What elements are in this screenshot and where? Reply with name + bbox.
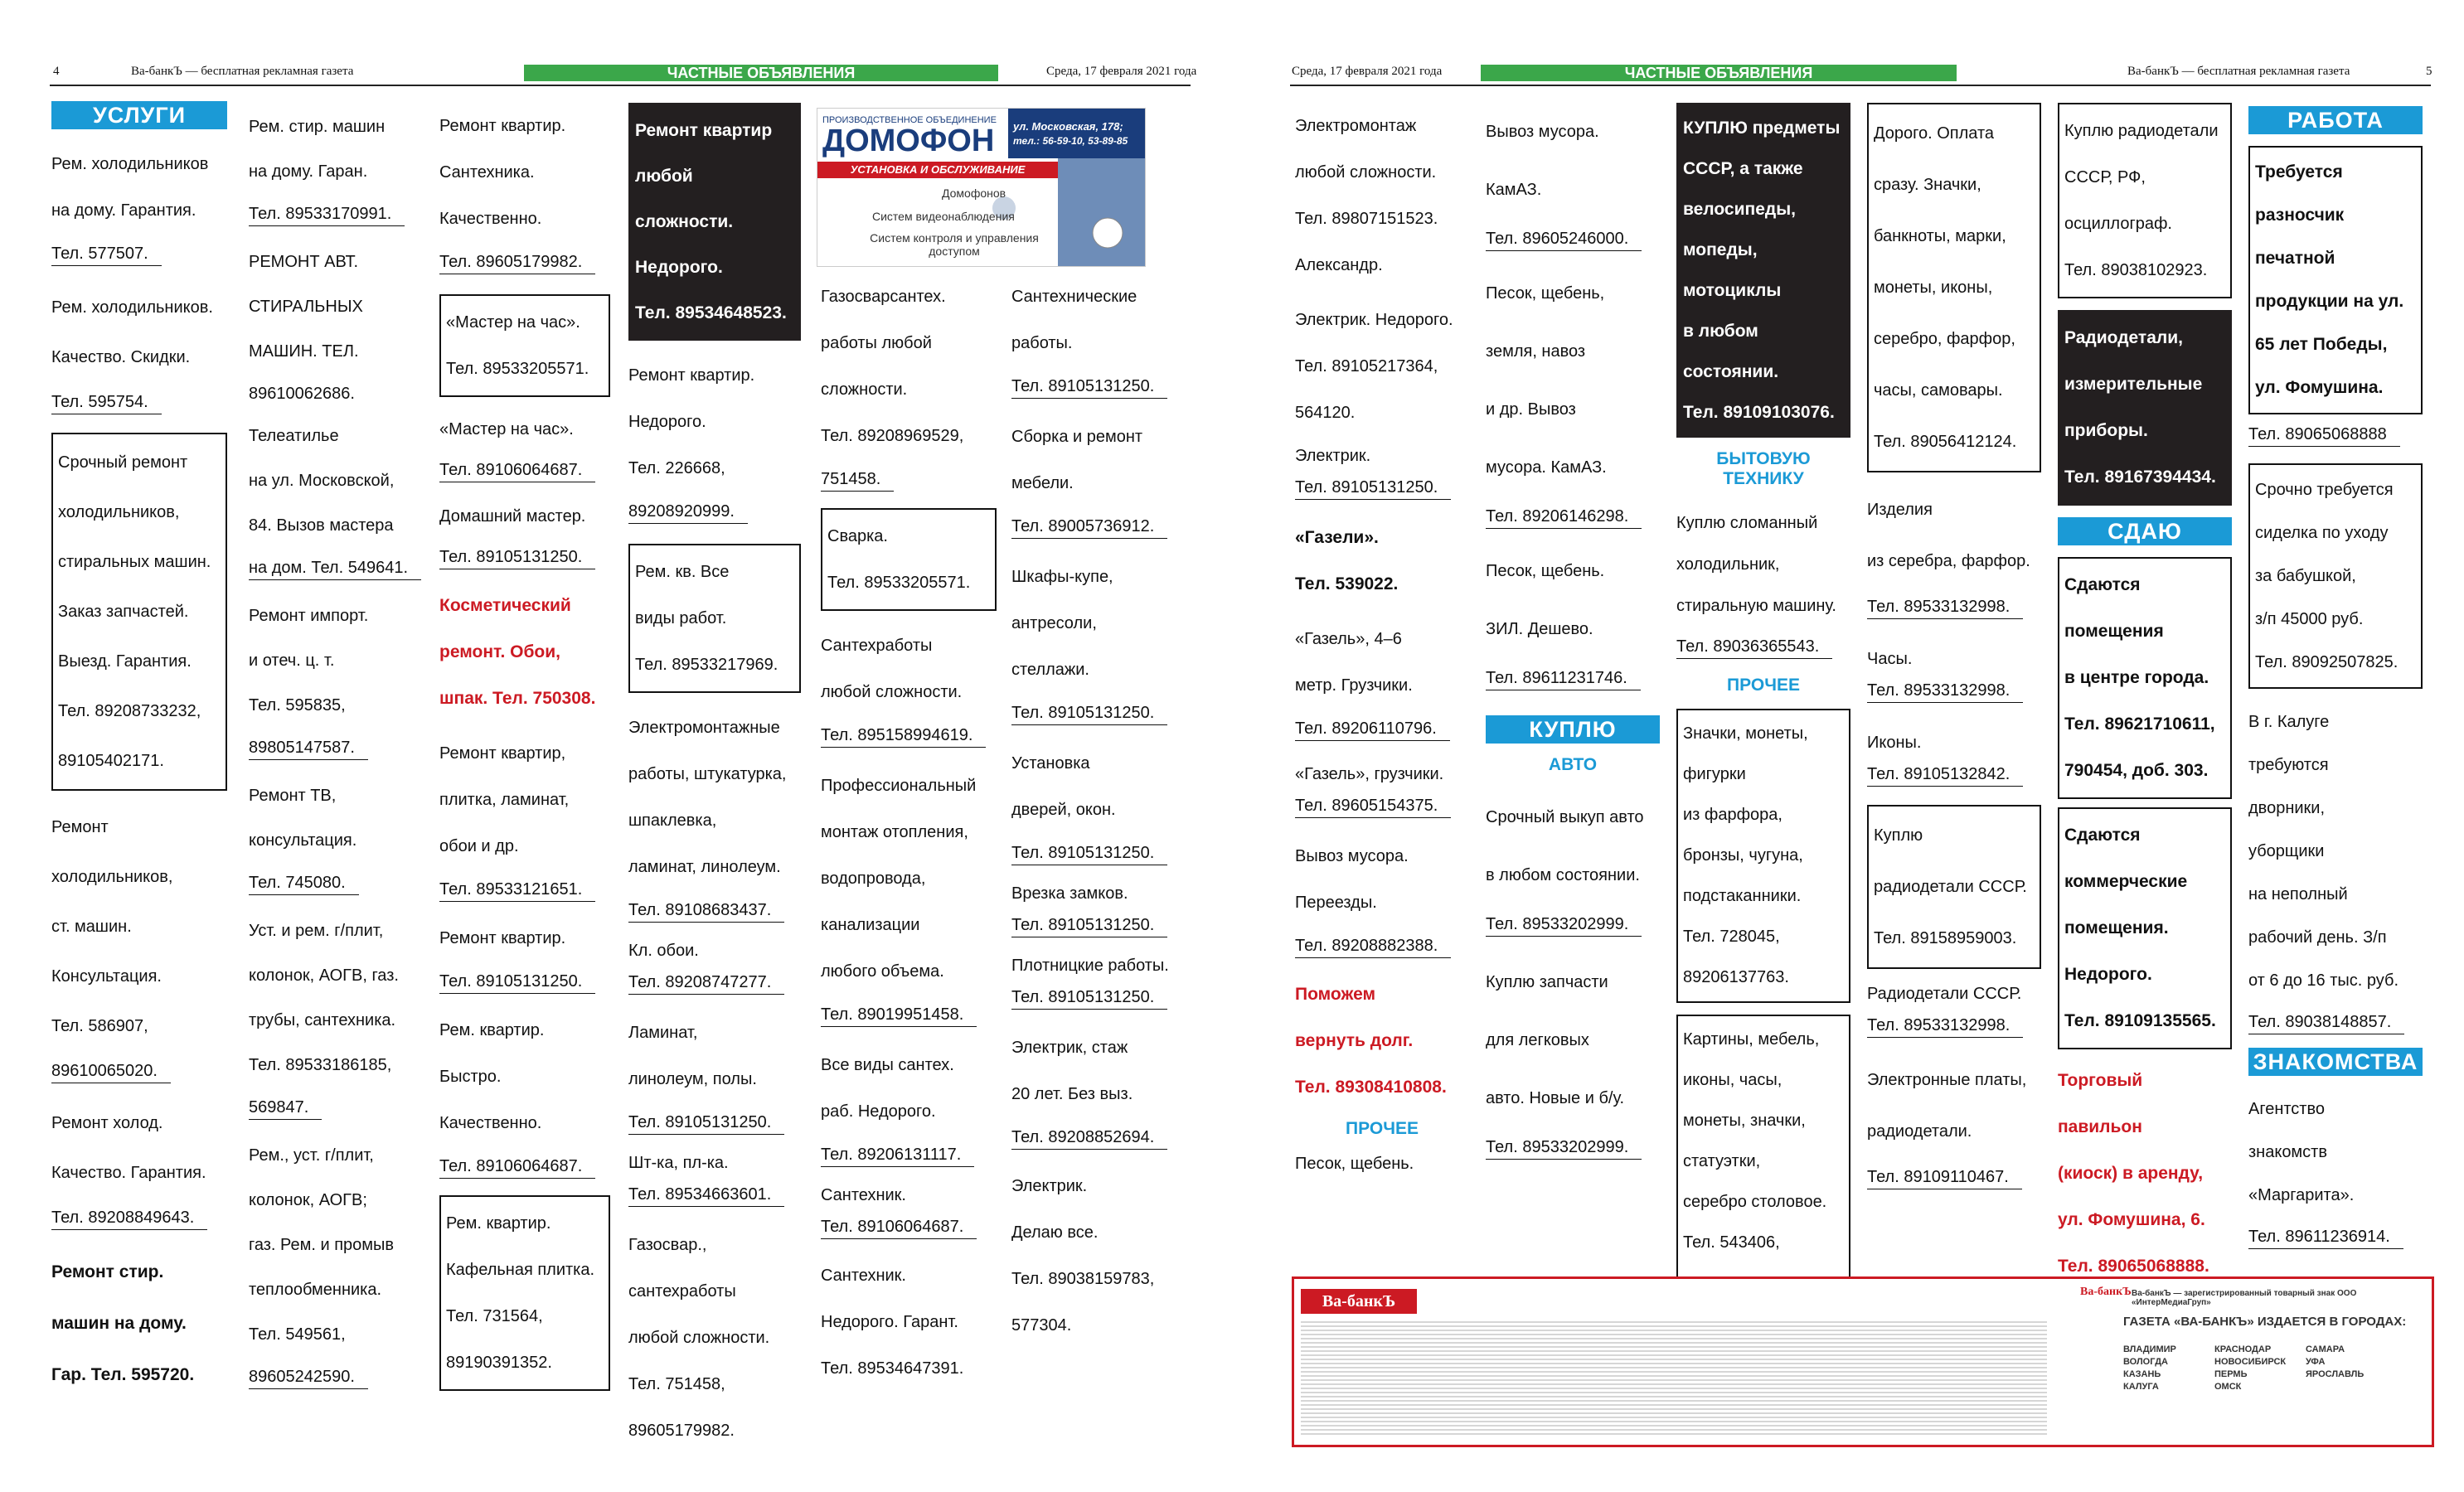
ad-phone: Тел. 89108683437. [628,899,784,923]
ad-text: Электрик, стаж 20 лет. Без выз. [1011,1039,1133,1103]
domofon-service-1: Домофонов [942,186,1006,200]
dark-ad: КУПЛЮ предметы СССР, а также велосипеды, мопеды, мотоциклы в любом состоянии. Тел. 89109103076. [1676,103,1850,438]
city: НОВОСИБИРСК [2214,1357,2287,1367]
ad-text: Врезка замков. [1011,884,1128,903]
boxed-ad: Куплю радиодетали СССР, РФ, осциллограф. Тел. 89038102923. [2058,103,2232,298]
ad-text: В г. Калуге требуются дворники, уборщики на неполный рабочий день. З/п от 6 до 16 тыс. руб. [2248,713,2399,990]
ad-text: Ремонт квартир. Недорого. Тел. 226668, [628,366,755,477]
ad-phone: Тел. 595754. [51,390,162,414]
ad-phone: Тел. 89106064687. [821,1215,977,1239]
ad-phone: Тел. 577507. [51,242,162,266]
section-band: ЧАСТНЫЕ ОБЪЯВЛЕНИЯ [1481,65,1957,81]
ad-phone: Тел. 89106064687. [439,458,595,482]
boxed-ad: Рем. квартир. Кафельная плитка. Тел. 731564, 89190391352. [439,1195,610,1391]
imprint-fineprint [1301,1319,2047,1435]
subsection-bytovaya: БЫТОВУЮ ТЕХНИКУ [1716,449,1811,488]
column-11 [2058,103,2232,1298]
issue-date: Среда, 17 февраля 2021 года [1292,65,1443,78]
ad-phone: Тел. 745080. [249,871,359,895]
ad-text: Сантехник. [821,1186,906,1204]
ad-text: Сборка и ремонт мебели. [1011,428,1143,492]
boxed-ad: Сварка. Тел. 89533205571. [821,508,997,611]
subsection-avto: АВТО [1548,755,1598,774]
header-rule [1290,85,2431,86]
ad-phone: Тел. 89208849643. [51,1206,207,1230]
ad-text: Сантехник. Недорого. Гарант. Тел. 89534647391. [821,1267,964,1378]
boxed-ad: Картины, мебель, иконы, часы, монеты, значки, статуэтки, серебро столовое. Тел. 543406, [1676,1015,1850,1309]
section-uslugi: УСЛУГИ [51,101,227,129]
ad-text: Электрик. Недорого. Тел. 89105217364, 564120. [1295,311,1453,422]
ad-text: Рем. стир. машин на дому. Гаран. [249,118,386,181]
ad-phone: Тел. 89206146298. [1486,505,1642,529]
ad-phone: Тел. 89005736912. [1011,515,1167,539]
ad-text: Все виды сантех. раб. Недорого. [821,1056,954,1121]
column-8 [1486,103,1660,1168]
page-number: 5 [2426,65,2432,78]
ad-phone: 89805147587. [249,736,368,760]
ad-text: Рем., уст. г/плит, колонок, АОГВ; газ. Рем. и промыв теплообменника. Тел. 549561, [249,1146,395,1344]
ad-text: РЕМОНТ АВТ. СТИРАЛЬНЫХ МАШИН. ТЕЛ. [249,253,363,361]
column-1 [51,98,227,1409]
ad-text: Ремонт холод. Качество. Гарантия. [51,1114,206,1182]
ad-text: Газосварсантех. работы любой сложности. Тел. 89208969529, [821,288,964,445]
ad-text: Плотницкие работы. [1011,957,1169,975]
section-band: ЧАСТНЫЕ ОБЪЯВЛЕНИЯ [524,65,998,81]
ad-text: Сантехнические работы. [1011,288,1137,352]
section-rabota: РАБОТА [2248,106,2423,134]
column-3 [439,103,614,1402]
ad-text: «Газель», грузчики. [1295,765,1444,783]
ad-phone: Тел. 89534663601. [628,1183,784,1207]
ad-text: Электромонтажные работы, штукатурка, шпаклевка, ламинат, линолеум. [628,719,787,876]
ad-phone: Тел. 89105131250. [439,970,595,994]
ad-text: Кл. обои. [628,942,699,960]
domofon-phone: тел.: 56-59-10, 53-89-85 [1013,135,1128,147]
ad-phone: Тел. 89533132998. [1867,679,2023,703]
city: ВЛАДИМИР [2123,1344,2176,1354]
ad-text: «Газель», 4–6 метр. Грузчики. [1295,630,1413,695]
ad-text: Ламинат, линолеум, полы. [628,1024,757,1088]
bold-ad: Ремонт стир. машин на дому. Гар. Тел. 595720. [51,1262,195,1384]
ad-text: Часы. [1867,650,1913,668]
ad-phone: Тел. 89533132998. [1867,595,2023,619]
ad-phone: Тел. 89105131250. [1011,913,1167,937]
right-header [1232,60,2464,85]
red-ad: Торговый павильон (киоск) в аренду, ул. Фомушина, 6. Тел. 89065068888. [2058,1071,2209,1276]
boxed-ad: Куплю радиодетали СССР. Тел. 89158959003. [1867,805,2041,969]
ad-phone: Тел. 89208882388. [1295,934,1451,958]
ad-text: Уст. и рем. г/плит, колонок, АОГВ, газ. трубы, сантехника. Тел. 89533186185, [249,922,399,1074]
ad-text: Ремонт импорт. и отеч. ц. т. Тел. 595835, [249,607,369,715]
boxed-ad: Дорого. Оплата сразу. Значки, банкноты, марки, монеты, иконы, серебро, фарфор, часы, самовары. Тел. 89056412124. [1867,103,2041,472]
ad-text: Куплю запчасти для легковых авто. Новые и б/у. [1486,973,1625,1107]
dark-ad: Ремонт квартир любой сложности. Недорого. Тел. 89534648523. [628,103,801,341]
red-ad: Косметический ремонт. Обои, шпак. Тел. 750308. [439,596,596,708]
ad-phone: Тел. 89105131250. [439,545,595,569]
ad-phone: Тел. 89105131250. [628,1111,784,1135]
section-kuplyu: КУПЛЮ [1486,715,1660,744]
domofon-brand: ДОМОФОН [822,124,995,158]
ad-text: Рем. квартир. Быстро. Качественно. [439,1021,545,1132]
ad-phone: Тел. 89065068888 [2248,423,2400,447]
ad-phone: Тел. 89533121651. [439,878,595,902]
ad-phone: 89208920999. [628,500,748,524]
ad-phone: Тел. 89206131117. [821,1143,974,1167]
city: ЯРОСЛАВЛЬ [2306,1369,2365,1379]
boxed-ad: Срочный ремонт холодильников, стиральных машин. Заказ запчастей. Выезд. Гарантия. Тел. 89208733232, 89105402171. [51,433,227,791]
ad-text: Ремонт холодильников, ст. машин. Консультация. Тел. 586907, [51,818,173,1035]
column-10 [1867,103,2041,1198]
column-6 [1011,274,1186,1357]
domofon-address: ул. Московская, 178; [1013,120,1123,133]
ad-phone: Тел. 89605154375. [1295,794,1451,818]
red-ad: Поможем вернуть долг. Тел. 89308410808. [1295,985,1447,1097]
ad-phone: Тел. 89036365543. [1676,635,1832,659]
column-7 [1295,103,1469,1184]
ad-text: Рем. холодильников на дому. Гарантия. [51,155,209,220]
ad-text: Электромонтаж любой сложности. Тел. 89807151523. Александр. [1295,117,1438,274]
column-9 [1676,103,1850,1320]
ad-phone: Тел. 895158994619. [821,724,986,748]
boxed-ad: Рем. кв. Все виды работ. Тел. 89533217969. [628,544,801,693]
ad-phone: 569847. [249,1096,322,1120]
ad-text: Домашний мастер. [439,507,586,526]
ad-phone: Тел. 89611236914. [2248,1225,2403,1249]
ad-phone: Тел. 89105131250. [1011,841,1167,865]
city: САМАРА [2306,1344,2345,1354]
column-12 [2248,103,2423,1257]
city: ПЕРМЬ [2214,1369,2248,1379]
imprint-box [1292,1276,2434,1447]
ad-phone: Тел. 89106064687. [439,1155,595,1179]
ad-phone: Тел. 89208747277. [628,971,784,995]
ad-text: Установка дверей, окон. [1011,754,1116,819]
city: КРАСНОДАР [2214,1344,2272,1354]
ad-text: Газосвар., сантехработы любой сложности. Тел. 751458, 89605179982. [628,1236,770,1440]
subsection-prochee: ПРОЧЕЕ [1346,1119,1419,1138]
city: УФА [2306,1357,2326,1367]
ad-phone: Тел. 89105131250. [1011,375,1167,399]
ad-phone: Тел. 89533132998. [1867,1014,2023,1038]
ad-phone: Тел. 89533202999. [1486,913,1642,937]
right-page [1232,0,2464,1492]
ad-text: Ремонт ТВ, консультация. [249,787,357,850]
city: ОМСК [2214,1382,2242,1392]
ad-text: Изделия из серебра, фарфор. [1867,501,2030,570]
domofon-service-2: Систем видеонаблюдения [872,210,1015,223]
dark-ad: Радиодетали, измерительные приборы. Тел. 89167394434. [2058,310,2232,506]
cities-list [2123,1344,2397,1393]
domofon-org: ПРОИЗВОДСТВЕННОЕ ОБЪЕДИНЕНИЕ [822,115,997,125]
ad-text: Песок, щебень. [1295,1155,1414,1173]
ad-phone: Тел. 89605179982. [439,250,595,274]
ad-phone: Тел. 89105131250. [1295,476,1451,500]
ad-phone: Тел. 89109110467. [1867,1165,2022,1189]
section-sdayu: СДАЮ [2058,517,2232,545]
ad-phone: Тел. 89611231746. [1486,666,1641,690]
ad-phone: 89610062686. [249,385,355,403]
domofon-ad [817,108,1146,267]
boxed-ad: Значки, монеты, фигурки из фарфора, бронзы, чугуна, подстаканники. Тел. 728045, 89206137763. [1676,709,1850,1003]
paper-title: Ва-банкЪ — бесплатная рекламная газета [131,65,354,78]
ad-phone: Тел. 89105131250. [1011,986,1167,1010]
cities-title: ГАЗЕТА «ВА-БАНКЪ» ИЗДАЕТСЯ В ГОРОДАХ: [2123,1315,2407,1329]
boxed-ad: Сдаются коммерческие помещения. Недорого. Тел. 89109135565. [2058,807,2232,1049]
section-znakomstva: ЗНАКОМСТВА [2248,1048,2423,1076]
ad-phone: Тел. 89206110796. [1295,717,1450,741]
left-header [0,60,1232,85]
logo: Ва-банкЪ [1301,1289,1417,1314]
ad-text: Шт-ка, пл-ка. [628,1154,729,1172]
ad-text: Профессиональный монтаж отопления, водопровода, канализации любого объема. [821,777,977,981]
city: КАЛУГА [2123,1382,2159,1392]
ad-text: Срочный выкуп авто в любом состоянии. [1486,808,1644,884]
ad-text: «Мастер на час». [439,420,574,438]
issue-date: Среда, 17 февраля 2021 года [1046,65,1197,78]
ad-phone: Тел. 89208852694. [1011,1126,1167,1150]
city: КАЗАНЬ [2123,1369,2161,1379]
ad-phone: Тел. 89105131250. [1011,701,1167,725]
ad-text: Песок, щебень, земля, навоз и др. Вывоз мусора. КамАЗ. [1486,284,1607,477]
ad-text: Куплю сломанный холодильник, стиральную машину. [1676,514,1836,615]
boxed-ad: «Мастер на час». Тел. 89533205571. [439,294,610,397]
ad-text: Электрик. [1295,447,1371,465]
city: ВОЛОГДА [2123,1357,2168,1367]
ad-phone: Тел. 89038148857. [2248,1010,2404,1034]
page-number: 4 [53,65,60,78]
domofon-band: УСТАНОВКА И ОБСЛУЖИВАНИЕ [817,162,1058,178]
boxed-ad: Срочно требуется сиделка по уходу за бабушкой, з/п 45000 руб. Тел. 89092507825. [2248,463,2423,689]
ad-phone: 89610065020. [51,1059,171,1083]
ad-phone: 89605242590. [249,1365,368,1389]
imprint-logo-small: Ва-банкЪ [2080,1286,2132,1298]
ad-text: Агентство знакомств «Маргарита». [2248,1100,2355,1204]
ad-phone: на дом. Тел. 549641. [249,556,421,580]
ad-text: Ремонт квартир, плитка, ламинат, обои и др. [439,744,570,855]
ad-text: Электронные платы, радиодетали. [1867,1071,2027,1141]
ad-text: Ремонт квартир. [439,929,566,947]
ad-text: Электрик. Делаю все. Тел. 89038159783, 577304. [1011,1177,1155,1335]
ad-text: Шкафы-купе, антресоли, стеллажи. [1011,568,1113,679]
header-rule [50,85,1191,86]
ad-text: Сантехработы любой сложности. [821,637,963,701]
column-4 [628,103,801,1462]
ad-text: Радиодетали СССР. [1867,985,2022,1003]
ad-phone: Тел. 89605246000. [1486,227,1642,251]
ad-text: Ремонт квартир. Сантехника. Качественно. [439,117,566,228]
column-2 [249,104,423,1398]
ad-text: Вывоз мусора. КамАЗ. [1486,123,1599,199]
ad-phone: Тел. 89019951458. [821,1003,977,1027]
trademark-note: Ва-банкЪ — зарегистрированный товарный знак ООО «ИнтерМедиаГруп» [2132,1289,2357,1307]
paper-title: Ва-банкЪ — бесплатная рекламная газета [2127,65,2350,78]
boxed-ad: Требуется разносчик печатной продукции на ул. 65 лет Победы, ул. Фомушина. [2248,146,2423,414]
ad-phone: Тел. 89533170991. [249,202,405,226]
ad-phone: Тел. 89105132842. [1867,763,2023,787]
ad-text: Иконы. [1867,734,1922,752]
column-5 [821,274,995,1400]
ad-text: Рем. холодильников. Качество. Скидки. [51,298,213,366]
domofon-service-3: Систем контроля и управления доступом [870,231,1039,258]
ad-text: Вывоз мусора. Переезды. [1295,847,1409,912]
ad-text: Телеатилье на ул. Московской, 84. Вызов мастера [249,427,395,535]
ad-phone: 751458. [821,467,894,492]
subsection-prochee: ПРОЧЕЕ [1727,676,1800,695]
ad-text: Песок, щебень. ЗИЛ. Дешево. [1486,562,1605,638]
boxed-ad: Сдаются помещения в центре города. Тел. 89621710611, 790454, доб. 303. [2058,557,2232,799]
bold-ad: «Газели». Тел. 539022. [1295,528,1399,593]
ad-phone: Тел. 89533202999. [1486,1136,1642,1160]
